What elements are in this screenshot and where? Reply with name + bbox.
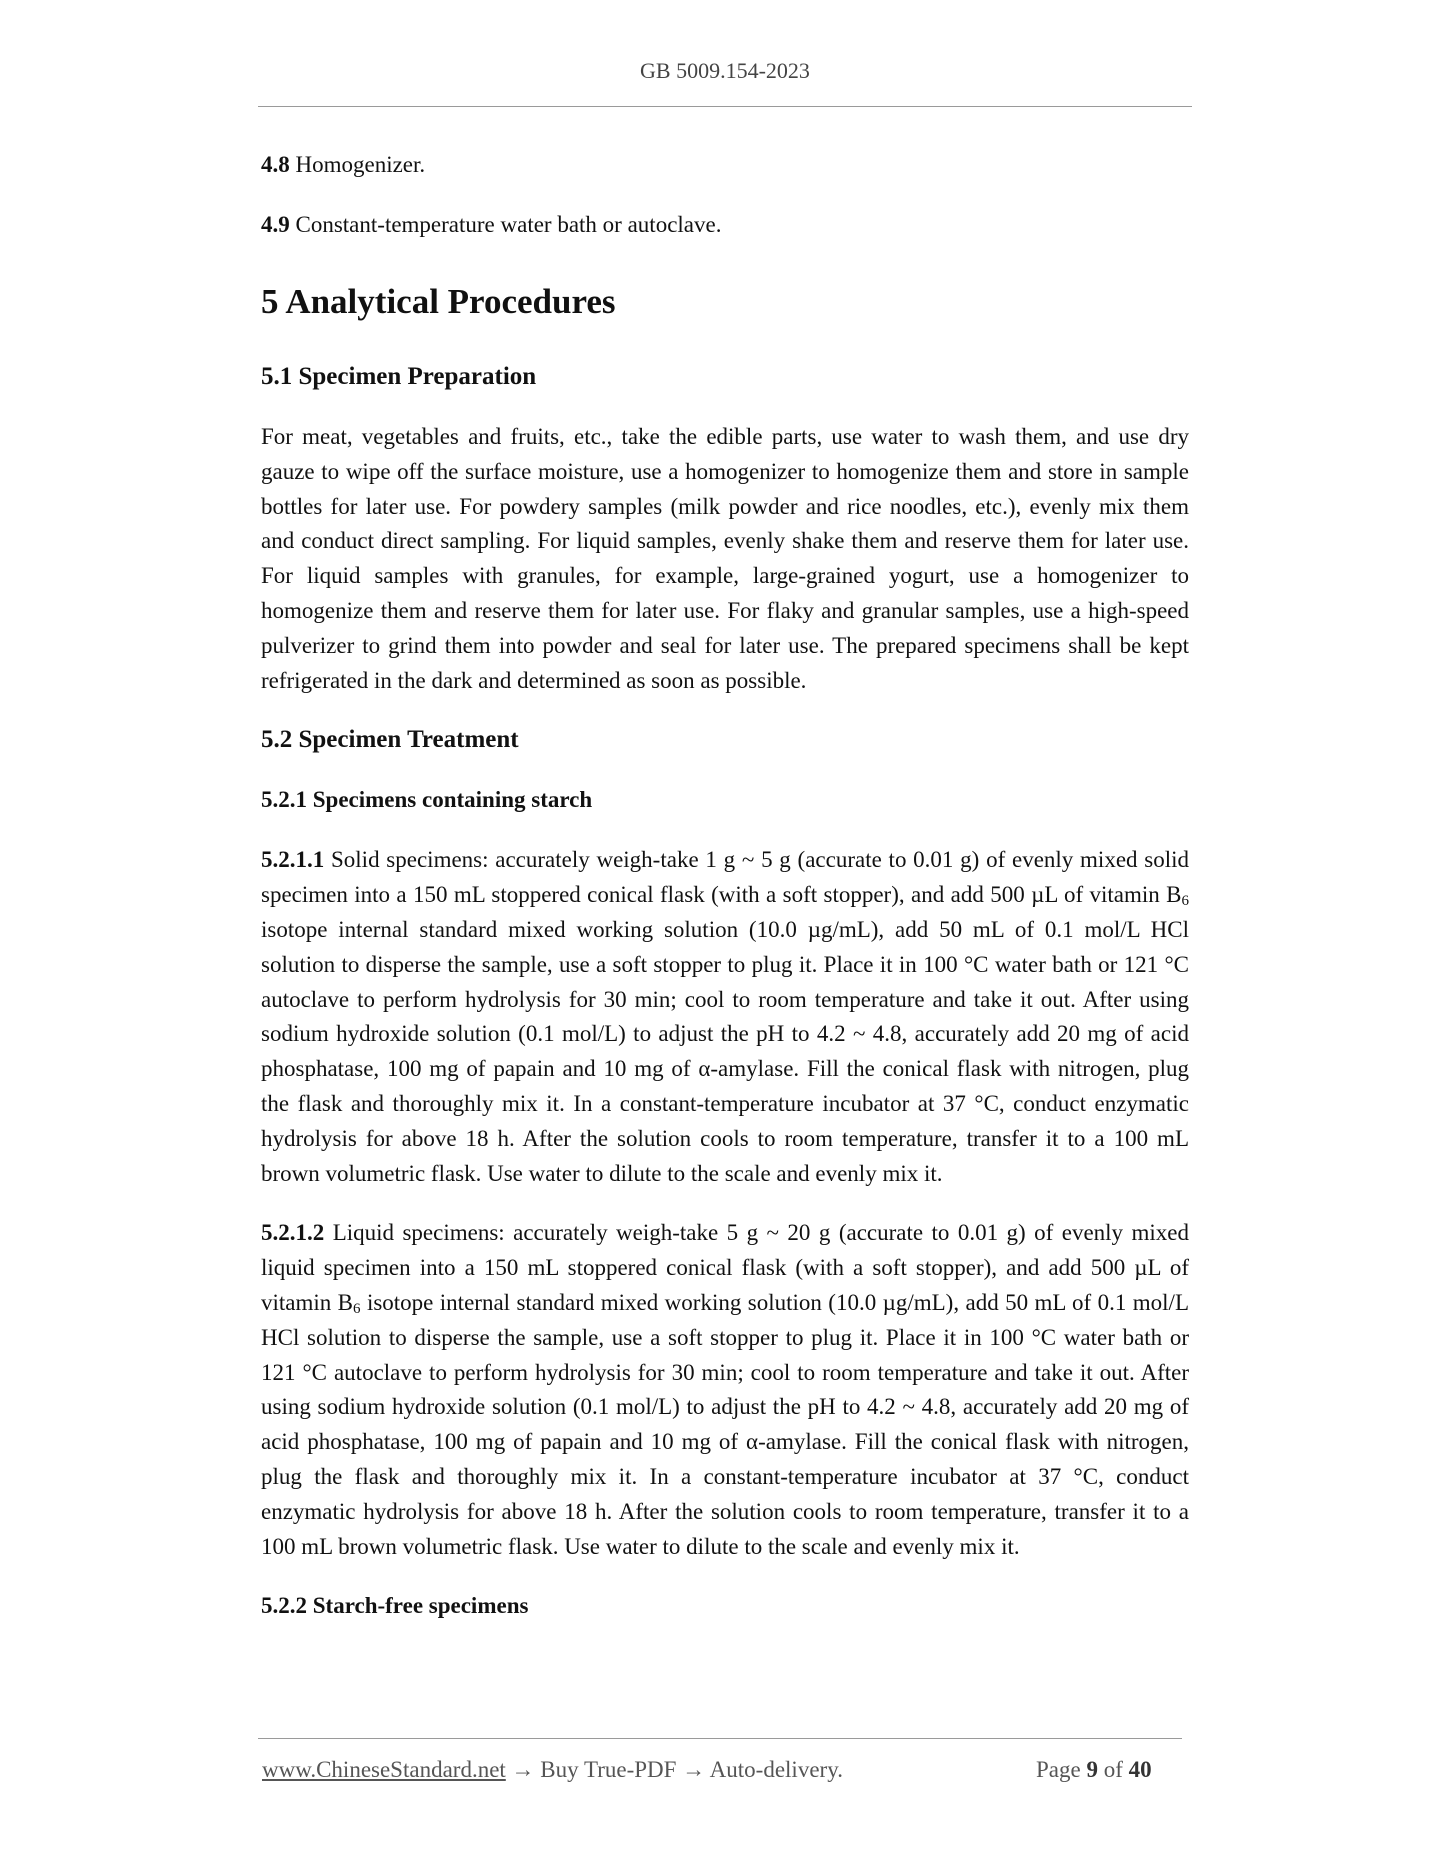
footer-divider (258, 1738, 1182, 1739)
buy-pdf-text: Buy True-PDF (540, 1757, 677, 1782)
clause-5-2-1-2-paragraph (261, 1216, 1189, 1564)
item-number: 4.9 (261, 212, 290, 237)
clause-text-a: Solid specimens: accurately weigh-take 1 g ~ 5 g (accurate to 0.01 g) of evenly mixed solid specimen into a 150 mL stoppered conical flask (with a soft stopper), and add 500 µL of vitamin B (261, 847, 1189, 908)
header-divider (258, 106, 1192, 107)
clause-text-b: isotope internal standard mixed working solution (10.0 µg/mL), add 50 mL of 0.1 mol/L HCl solution to disperse the sample, use a soft stopper to plug it. Place it in 100 °C water bath or 121 °C autoclave to perform hydrolysis for 30 min; cool to room temperature and take it out. After using sodium hydroxide solution (0.1 mol/L) to adjust the pH to 4.2 ~ 4.8, accurately add 20 mg of acid phosphatase, 100 mg of papain and 10 mg of α-amylase. Fill the conical flask with nitrogen, plug the flask and thoroughly mix it. In a constant-temperature incubator at 37 °C, conduct enzymatic hydrolysis for above 18 h. After the solution cools to room temperature, transfer it to a 100 mL brown volumetric flask. Use water to dilute to the scale and evenly mix it. (261, 1289, 1189, 1559)
clause-number: 5.2.1.1 (261, 847, 325, 873)
arrow-right-icon: → (505, 1757, 541, 1782)
section-5-2-1-heading: 5.2.1 Specimens containing starch (261, 787, 593, 813)
clause-5-2-1-1-paragraph (261, 843, 1189, 1191)
running-header: GB 5009.154-2023 (640, 58, 810, 83)
site-link[interactable]: www.ChineseStandard.net (262, 1757, 506, 1782)
auto-delivery-text: Auto-delivery. (709, 1757, 843, 1782)
clause-text-b: isotope internal standard mixed working solution (10.0 µg/mL), add 50 mL of 0.1 mol/L HCl solution to disperse the sample, use a soft stopper to plug it. Place it in 100 °C water bath or 121 °C autoclave to perform hydrolysis for 30 min; cool to room temperature and take it out. After using sodium hydroxide solution (0.1 mol/L) to adjust the pH to 4.2 ~ 4.8, accurately add 20 mg of acid phosphatase, 100 mg of papain and 10 mg of α-amylase. Fill the conical flask with nitrogen, plug the flask and thoroughly mix it. In a constant-temperature incubator at 37 °C, conduct enzymatic hydrolysis for above 18 h. After the solution cools to room temperature, transfer it to a 100 mL brown volumetric flask. Use water to dilute to the scale and evenly mix it. (261, 916, 1189, 1186)
page-total: 40 (1128, 1757, 1152, 1782)
list-item-4-8 (261, 148, 1189, 182)
item-number: 4.8 (261, 152, 290, 177)
section-5-2-heading: 5.2 Specimen Treatment (261, 726, 519, 754)
page-current: 9 (1086, 1757, 1098, 1782)
clause-number: 5.2.1.2 (261, 1220, 325, 1246)
page-number (1036, 1757, 1152, 1783)
item-text: Homogenizer. (289, 152, 426, 177)
page-content (261, 148, 1189, 1623)
section-5-2-2-heading: 5.2.2 Starch-free specimens (261, 1593, 529, 1619)
arrow-right-icon: → (676, 1757, 710, 1782)
subscript: 6 (1181, 893, 1189, 910)
clause-text-a: Liquid specimens: accurately weigh-take 5 g ~ 20 g (accurate to 0.01 g) of evenly mixed liquid specimen into a 150 mL stoppered conical flask (with a soft stopper), and add 500 µL of vitamin B (261, 1220, 1189, 1315)
page-of: of (1097, 1757, 1129, 1782)
section-5-1-heading: 5.1 Specimen Preparation (261, 363, 537, 390)
subscript: 6 (353, 1300, 361, 1317)
list-item-4-9 (261, 208, 1189, 242)
item-text: Constant-temperature water bath or autoclave. (289, 212, 722, 237)
footer-promo (262, 1757, 843, 1783)
section-5-1-paragraph: For meat, vegetables and fruits, etc., take the edible parts, use water to wash them, and use dry gauze to wipe off the surface moisture, use a homogenizer to homogenize them and store in sample bottles for later use. For powdery samples (milk powder and rice noodles, etc.), evenly mix them and conduct direct sampling. For liquid samples, evenly shake them and reserve them for later use. For liquid samples with granules, for example, large-grained yogurt, use a homogenizer to homogenize them and reserve them for later use. For flaky and granular samples, use a high-speed pulverizer to grind them into powder and seal for later use. The prepared specimens shall be kept refrigerated in the dark and determined as soon as possible. (261, 424, 1189, 693)
page-label: Page (1036, 1757, 1087, 1782)
section-5-heading: 5 Analytical Procedures (261, 282, 616, 321)
